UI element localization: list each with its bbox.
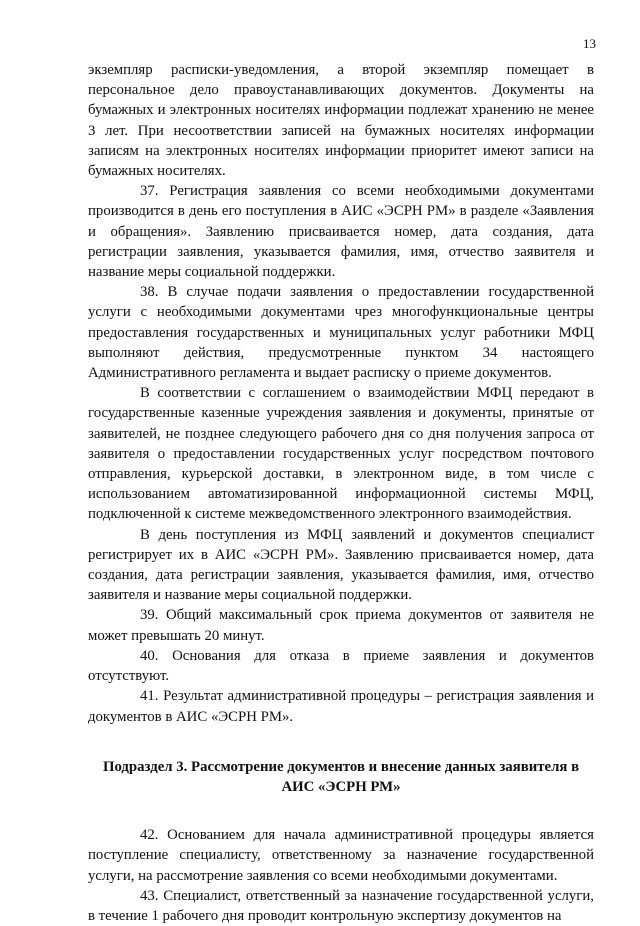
paragraph-mfc-agreement: В соответствии с соглашением о взаимодействии МФЦ передают в государственные казенные учреждения заявления и документы, принятые от заявителей, не позднее следующего рабочего дня со дня получения запроса от заявителя о предоставлении государственных услуг посредством почтового отправления, курьерской доставки, в электронном виде, в том числе с использованием автоматизированной информационной системы МФЦ, подключенной к системе межведомственного электронного взаимодействия.	[88, 385, 594, 523]
paragraph-continuation: экземпляр расписки-уведомления, а второй экземпляр помещает в персональное дело правоустанавливающих документов. Документы на бумажных и электронных носителях информации подлежат хранению не менее 3 лет. При несоответствии записей на бумажных носителях информации записям на электронных носителях информации приоритет имеют записи на бумажных носителях.	[88, 62, 594, 180]
paragraph-43: 43. Специалист, ответственный за назначение государственной услуги, в течение 1 рабочего дня проводит контрольную экспертизу документов на	[88, 887, 594, 924]
document-body	[88, 60, 594, 926]
paragraph-37: 37. Регистрация заявления со всеми необходимыми документами производится в день его поступления в АИС «ЭСРН РМ» в разделе «Заявления и обращения». Заявлению присваивается номер, дата создания, дата регистрации заявления, указывается фамилия, имя, отчество заявителя и название меры социальной поддержки.	[88, 183, 594, 281]
page-number: 13	[583, 36, 596, 51]
section-heading: Подраздел 3. Рассмотрение документов и внесение данных заявителя в АИС «ЭСРН РМ»	[102, 758, 580, 795]
paragraph-mfc-registration: В день поступления из МФЦ заявлений и документов специалист регистрирует их в АИС «ЭСРН РМ». Заявлению присваивается номер, дата создания, дата регистрации заявления, указывается фамилия, имя, отчество заявителя и название меры социальной поддержки.	[88, 526, 594, 604]
paragraph-40: 40. Основания для отказа в приеме заявления и документов отсутствуют.	[88, 647, 594, 685]
paragraph-39: 39. Общий максимальный срок приема документов от заявителя не может превышать 20 минут.	[88, 607, 594, 644]
paragraph-42: 42. Основанием для начала административной процедуры является поступление специалисту, ответственному за назначение государственной услуги, на рассмотрение заявления со всеми необходимыми документами.	[88, 827, 594, 884]
paragraph-41: 41. Результат административной процедуры – регистрация заявления и документов в АИС «ЭСРН РМ».	[88, 688, 594, 725]
paragraph-38: 38. В случае подачи заявления о предоставлении государственной услуги с необходимыми документами чрез многофункциональные центры предоставления государственных и муниципальных услуг работники МФЦ выполняют действия, предусмотренные пунктом 34 настоящего Административного регламента и выдает расписку о приеме документов.	[88, 284, 594, 382]
